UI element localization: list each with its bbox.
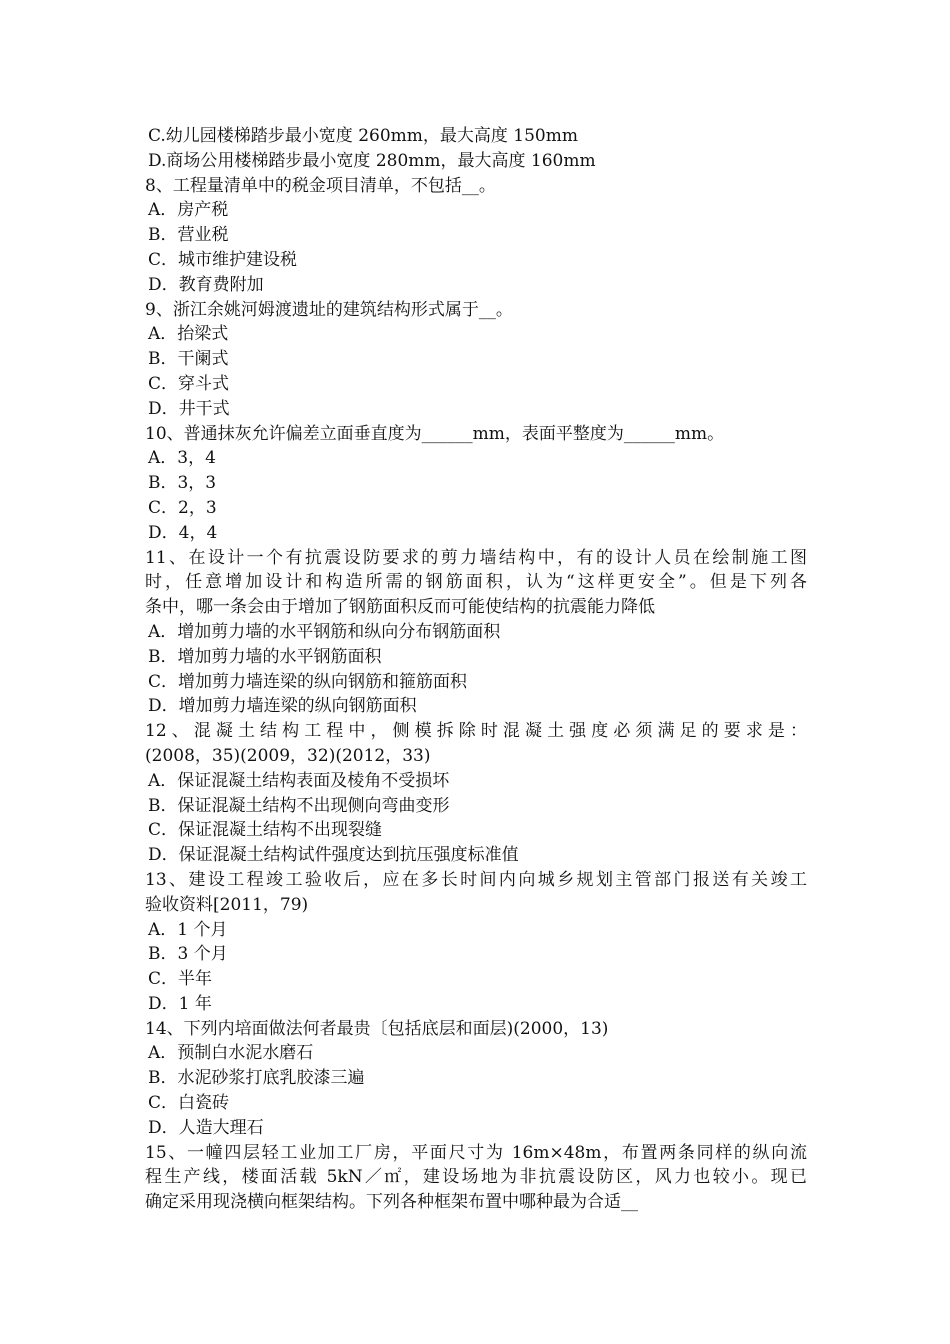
answer-option-line: A．增加剪力墙的水平钢筋和纵向分布钢筋面积 xyxy=(148,621,501,642)
answer-option-line: B．3 个月 xyxy=(148,944,228,965)
answer-option-line: D．井干式 xyxy=(148,398,230,419)
answer-option-line: D．增加剪力墙连梁的纵向钢筋面积 xyxy=(148,696,417,717)
answer-option-line: C．穿斗式 xyxy=(148,373,230,394)
answer-option-line: C．半年 xyxy=(148,969,213,990)
answer-option-line: D．保证混凝土结构试件强度达到抗压强度标准值 xyxy=(148,845,519,866)
answer-option-line: A．抬梁式 xyxy=(148,324,229,345)
answer-option-line: B．水泥砂浆打底乳胶漆三遍 xyxy=(148,1068,365,1089)
question-text-line: 14、下列内培面做法何者最贵〔包括底层和面层)(2000，13) xyxy=(145,1018,609,1039)
answer-option-line: A．预制白水泥水磨石 xyxy=(148,1043,314,1064)
answer-option-line: C．增加剪力墙连梁的纵向钢筋和箍筋面积 xyxy=(148,671,468,692)
question-text-line: 时，任意增加设计和构造所需的钢筋面积，认为“这样更安全”。但是下列各 xyxy=(145,572,807,593)
document-page xyxy=(145,124,807,1215)
answer-option-line: D．教育费附加 xyxy=(148,274,264,295)
answer-option-line: C．保证混凝土结构不出现裂缝 xyxy=(148,820,383,841)
answer-option-line: A．房产税 xyxy=(148,200,229,221)
answer-option-line: D．1 年 xyxy=(148,993,212,1014)
question-text-line: 13、建设工程竣工验收后，应在多长时间内向城乡规划主管部门报送有关竣工 xyxy=(145,869,807,890)
answer-option-line: B．营业税 xyxy=(148,225,229,246)
question-text-line: 程生产线，楼面活载 5kN／㎡，建设场地为非抗震设防区，风力也较小。现已 xyxy=(145,1167,807,1188)
question-text-line: 条中，哪一条会由于增加了钢筋面积反而可能使结构的抗震能力降低 xyxy=(145,597,655,618)
question-text-line: (2008，35)(2009，32)(2012，33) xyxy=(145,745,431,766)
answer-option-line: B．增加剪力墙的水平钢筋面积 xyxy=(148,646,382,667)
answer-option-line: D.商场公用楼梯踏步最小宽度 280mm，最大高度 160mm xyxy=(148,150,596,171)
answer-option-line: D．4，4 xyxy=(148,522,218,543)
question-text-line: 确定采用现浇横向框架结构。下列各种框架布置中哪种最为合适__ xyxy=(145,1192,638,1213)
answer-option-line: A．保证混凝土结构表面及棱角不受损坏 xyxy=(148,770,450,791)
answer-option-line: A．1 个月 xyxy=(148,919,228,940)
question-text-line: 8、工程量清单中的税金项目清单，不包括__。 xyxy=(145,175,496,196)
answer-option-line: B．干阑式 xyxy=(148,349,229,370)
answer-option-line: C．2，3 xyxy=(148,497,217,518)
question-text-line: 验收资料[2011，79) xyxy=(145,894,309,915)
question-text-line: 15、一幢四层轻工业加工厂房，平面尺寸为 16m×48m，布置两条同样的纵向流 xyxy=(145,1142,807,1163)
question-text-line: 12、混凝土结构工程中，侧模拆除时混凝土强度必须满足的要求是： xyxy=(145,721,807,742)
question-text-line: 9、浙江余姚河姆渡遗址的建筑结构形式属于__。 xyxy=(145,299,513,320)
question-text-line: 10、普通抹灰允许偏差立面垂直度为______mm，表面平整度为______mm。 xyxy=(145,423,725,444)
answer-option-line: B．保证混凝土结构不出现侧向弯曲变形 xyxy=(148,795,450,816)
answer-option-line: C．白瓷砖 xyxy=(148,1093,230,1114)
answer-option-line: C．城市维护建设税 xyxy=(148,249,298,270)
answer-option-line: B．3，3 xyxy=(148,473,217,494)
answer-option-line: C.幼儿园楼梯踏步最小宽度 260mm，最大高度 150mm xyxy=(148,126,578,146)
answer-option-line: D．人造大理石 xyxy=(148,1117,264,1138)
answer-option-line: A．3，4 xyxy=(148,448,216,469)
question-text-line: 11、在设计一个有抗震设防要求的剪力墙结构中，有的设计人员在绘制施工图 xyxy=(145,547,807,568)
